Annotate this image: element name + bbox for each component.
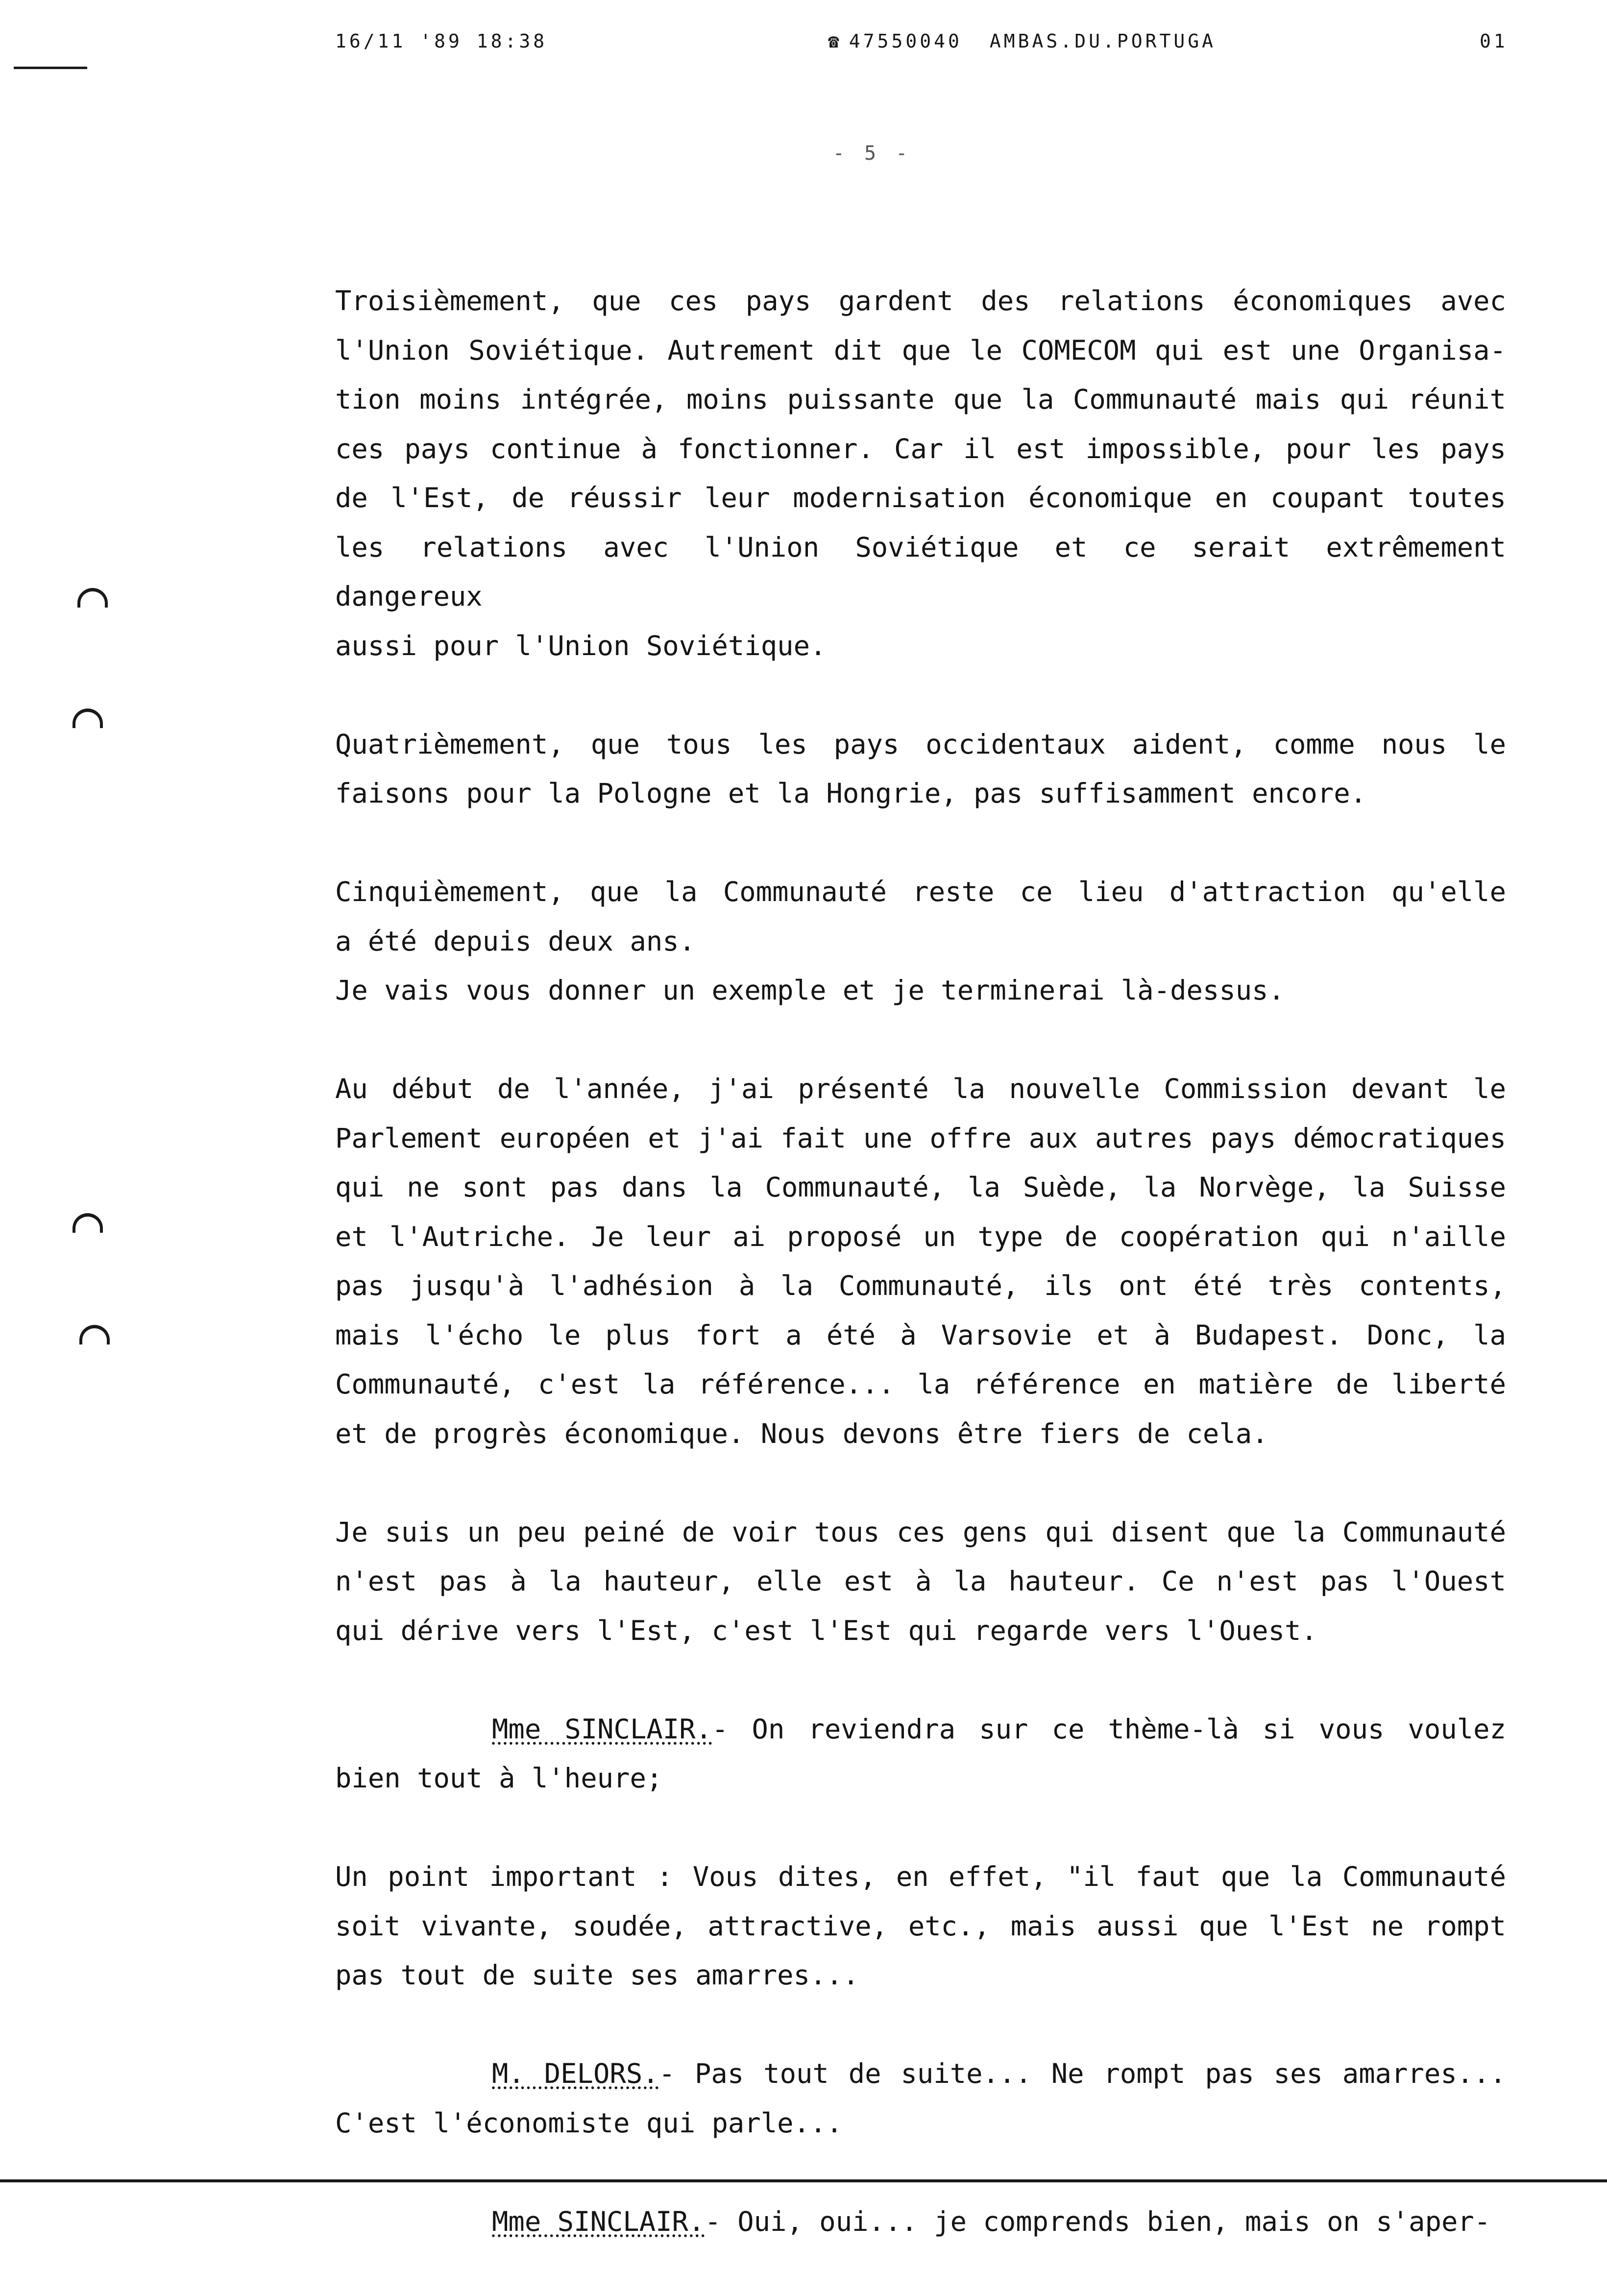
text-line: tion moins intégrée, moins puissante que la Communauté mais qui réunit (335, 384, 1506, 415)
text-line: et l'Autriche. Je leur ai proposé un type de coopération qui n'aille (335, 1221, 1506, 1253)
punch-hole-mark (73, 1213, 103, 1233)
paragraph (335, 1853, 1506, 2001)
text-line: ces pays continue à fonctionner. Car il est impossible, pour les pays (335, 433, 1506, 465)
speaker-line (335, 1705, 1506, 1755)
fax-sender-line (828, 30, 1216, 52)
paragraph (335, 1065, 1506, 1459)
text-line: qui dérive vers l'Est, c'est l'Est qui regarde vers l'Ouest. (335, 1614, 1317, 1647)
speaker-name: Mme SINCLAIR. (492, 1713, 712, 1745)
speech-text: - Pas tout de suite... Ne rompt pas ses amarres... (658, 2058, 1506, 2090)
page-number: - 5 - (832, 142, 912, 165)
fax-sender-name: AMBAS.DU.PORTUGA (989, 30, 1216, 52)
text-line: de l'Est, de réussir leur modernisation économique en coupant toutes (335, 482, 1506, 514)
text-line: Cinquièmement, que la Communauté reste ce lieu d'attraction qu'elle (335, 876, 1506, 908)
top-left-edge-line (14, 67, 87, 69)
text-line: n'est pas à la hauteur, elle est à la hauteur. Ce n'est pas l'Ouest (335, 1565, 1506, 1597)
fax-header (0, 30, 1607, 60)
text-line: Je vais vous donner un exemple et je terminerai là-dessus. (335, 975, 1285, 1006)
text-line: pas tout de suite ses amarres... (335, 1959, 859, 1991)
punch-hole-mark (79, 1325, 110, 1344)
punch-hole-mark (73, 708, 103, 728)
text-line: Communauté, c'est la référence... la référence en matière de liberté (335, 1368, 1506, 1400)
text-line: Je suis un peu peiné de voir tous ces gens qui disent que la Communauté (335, 1516, 1506, 1548)
dialogue-exchange (335, 2198, 1506, 2247)
text-line: l'Union Soviétique. Autrement dit que le COMECOM qui est une Organisa- (335, 334, 1506, 366)
text-line: Troisièmement, que ces pays gardent des relations économiques avec (335, 285, 1506, 317)
transcript-body (335, 277, 1506, 2296)
text-line: qui ne sont pas dans la Communauté, la Suède, la Norvège, la Suisse (335, 1172, 1506, 1203)
text-line: pas jusqu'à l'adhésion à la Communauté, ils ont été très contents, (335, 1270, 1506, 1302)
text-line: C'est l'économiste qui parle... (335, 2107, 843, 2139)
paragraph (335, 1508, 1506, 1656)
speaker-line (335, 2198, 1506, 2247)
telephone-icon: ☎ (828, 30, 842, 52)
speech-text: - Oui, oui... je comprends bien, mais on s'aper- (705, 2205, 1491, 2238)
speech-text: - On reviendra sur ce thème-là si vous voulez (712, 1713, 1506, 1745)
speaker-line (335, 2050, 1506, 2099)
text-line: faisons pour la Pologne et la Hongrie, pas suffisamment encore. (335, 778, 1367, 809)
text-line: aussi pour l'Union Soviétique. (335, 630, 827, 662)
paragraph (335, 277, 1506, 671)
text-line: les relations avec l'Union Soviétique et ce serait extrêmement dangereux (335, 531, 1506, 612)
paragraph (335, 966, 1506, 1016)
paragraph (335, 720, 1506, 819)
fax-phone-number: 47550040 (849, 30, 962, 52)
speaker-name: Mme SINCLAIR. (492, 2205, 705, 2238)
fax-page-count: 01 (1480, 30, 1508, 52)
fax-date-time: 16/11 '89 18:38 (335, 30, 548, 52)
speaker-name: M. DELORS. (492, 2058, 659, 2090)
text-line: a été depuis deux ans. (335, 925, 696, 957)
paragraph (335, 868, 1506, 966)
text-line: Au début de l'année, j'ai présenté la nouvelle Commission devant le (335, 1073, 1506, 1105)
text-line: mais l'écho le plus fort a été à Varsovie et à Budapest. Donc, la (335, 1319, 1506, 1351)
text-line: bien tout à l'heure; (335, 1762, 663, 1794)
text-line: Parlement européen et j'ai fait une offre aux autres pays démocratiques (335, 1122, 1506, 1154)
text-line: Quatrièmement, que tous les pays occidentaux aident, comme nous le (335, 728, 1506, 760)
text-line: soit vivante, soudée, attractive, etc., mais aussi que l'Est ne rompt (335, 1910, 1506, 1942)
dialogue-exchange (335, 2050, 1506, 2148)
punch-hole-mark (77, 588, 108, 608)
text-line: et de progrès économique. Nous devons être fiers de cela. (335, 1417, 1268, 1450)
dialogue-exchange (335, 1705, 1506, 1804)
text-line: Un point important : Vous dites, en effet, "il faut que la Communauté (335, 1861, 1506, 1893)
